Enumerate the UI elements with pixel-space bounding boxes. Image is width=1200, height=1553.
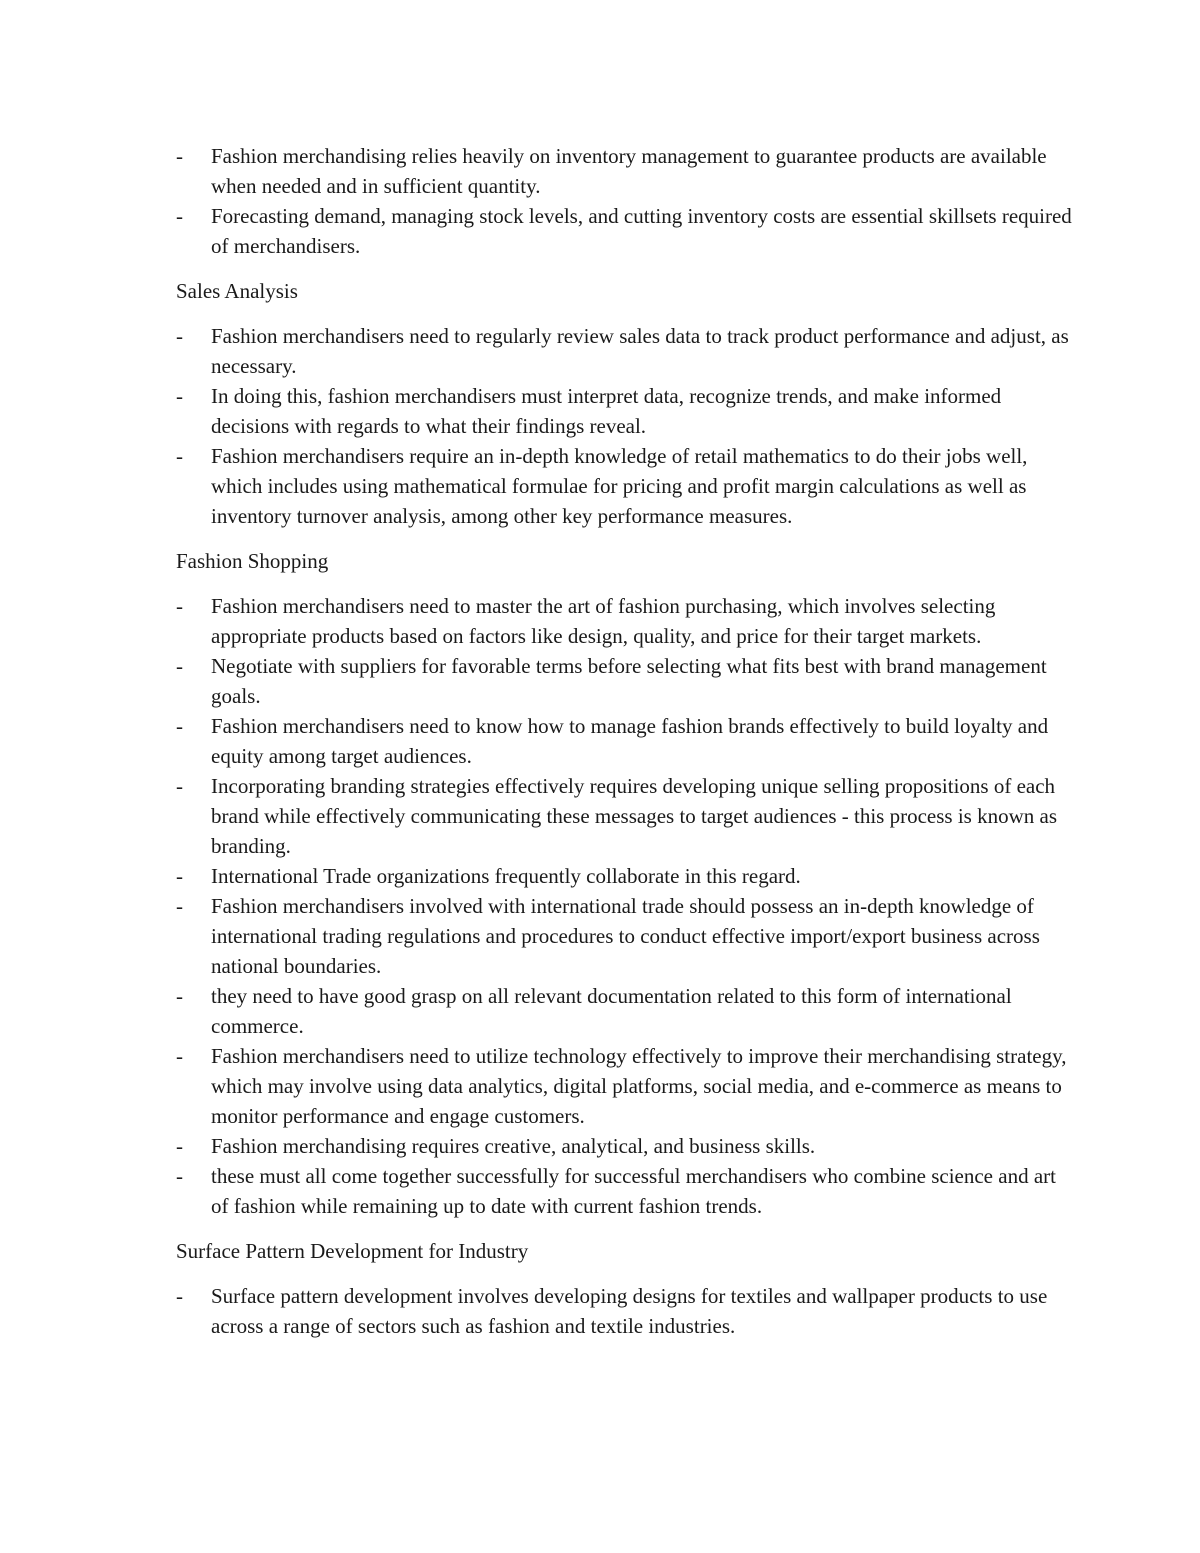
bullet-text: Surface pattern development involves developing designs for textiles and wallpaper products to use across a range of sectors such as fashion and textile industries.	[211, 1284, 1048, 1338]
bullet-text: Fashion merchandising requires creative, analytical, and business skills.	[211, 1134, 816, 1158]
sales-analysis-bullet-list	[176, 321, 1076, 531]
list-item	[176, 441, 1076, 531]
bullet-dash: -	[176, 384, 183, 408]
bullet-dash: -	[176, 1044, 183, 1068]
list-item	[176, 1041, 1076, 1131]
bullet-dash: -	[176, 204, 183, 228]
list-item	[176, 981, 1076, 1041]
bullet-text: they need to have good grasp on all relevant documentation related to this form of international commerce.	[211, 984, 1012, 1038]
list-item	[176, 1131, 1076, 1161]
bullet-text: Fashion merchandisers need to regularly review sales data to track product performance and adjust, as necessary.	[211, 324, 1069, 378]
list-item	[176, 321, 1076, 381]
bullet-text: Fashion merchandisers need to utilize technology effectively to improve their merchandising strategy, which may involve using data analytics, digital platforms, social media, and e-commerce as means to monitor performance and engage customers.	[211, 1044, 1067, 1128]
bullet-text: Fashion merchandisers require an in-depth knowledge of retail mathematics to do their jobs well, which includes using mathematical formulae for pricing and profit margin calculations as well as inventory turnover analysis, among other key performance measures.	[211, 444, 1028, 528]
intro-bullet-list	[176, 141, 1076, 261]
list-item	[176, 891, 1076, 981]
bullet-dash: -	[176, 1134, 183, 1158]
list-item	[176, 651, 1076, 711]
bullet-text: International Trade organizations frequently collaborate in this regard.	[211, 864, 801, 888]
bullet-dash: -	[176, 714, 183, 738]
document-page	[176, 141, 1076, 1341]
bullet-text: Negotiate with suppliers for favorable terms before selecting what fits best with brand management goals.	[211, 654, 1047, 708]
list-item	[176, 1161, 1076, 1221]
fashion-shopping-bullet-list	[176, 591, 1076, 1221]
section-heading-sales-analysis: Sales Analysis	[176, 279, 298, 303]
bullet-text: these must all come together successfully for successful merchandisers who combine science and art of fashion while remaining up to date with current fashion trends.	[211, 1164, 1056, 1218]
bullet-text: Fashion merchandisers need to master the art of fashion purchasing, which involves selecting appropriate products based on factors like design, quality, and price for their target markets.	[211, 594, 996, 648]
section-heading-fashion-shopping: Fashion Shopping	[176, 549, 329, 573]
bullet-text: Forecasting demand, managing stock levels, and cutting inventory costs are essential skillsets required of merchandisers.	[211, 204, 1072, 258]
list-item	[176, 201, 1076, 261]
bullet-dash: -	[176, 654, 183, 678]
bullet-dash: -	[176, 324, 183, 348]
surface-pattern-bullet-list	[176, 1281, 1076, 1341]
bullet-dash: -	[176, 444, 183, 468]
list-item	[176, 861, 1076, 891]
list-item	[176, 141, 1076, 201]
bullet-text: Fashion merchandising relies heavily on inventory management to guarantee products are available when needed and in sufficient quantity.	[211, 144, 1047, 198]
bullet-text: Fashion merchandisers involved with international trade should possess an in-depth knowledge of international trading regulations and procedures to conduct effective import/export business across national boundaries.	[211, 894, 1040, 978]
list-item	[176, 381, 1076, 441]
list-item	[176, 711, 1076, 771]
list-item	[176, 771, 1076, 861]
bullet-dash: -	[176, 894, 183, 918]
bullet-dash: -	[176, 1284, 183, 1308]
bullet-text: Incorporating branding strategies effectively requires developing unique selling propositions of each brand while effectively communicating these messages to target audiences - this process is known as branding.	[211, 774, 1057, 858]
bullet-dash: -	[176, 984, 183, 1008]
bullet-dash: -	[176, 594, 183, 618]
bullet-text: Fashion merchandisers need to know how to manage fashion brands effectively to build loyalty and equity among target audiences.	[211, 714, 1049, 768]
bullet-dash: -	[176, 144, 183, 168]
bullet-text: In doing this, fashion merchandisers must interpret data, recognize trends, and make informed decisions with regards to what their findings reveal.	[211, 384, 1002, 438]
list-item	[176, 1281, 1076, 1341]
bullet-dash: -	[176, 864, 183, 888]
bullet-dash: -	[176, 1164, 183, 1188]
bullet-dash: -	[176, 774, 183, 798]
list-item	[176, 591, 1076, 651]
section-heading-surface-pattern: Surface Pattern Development for Industry	[176, 1239, 529, 1263]
